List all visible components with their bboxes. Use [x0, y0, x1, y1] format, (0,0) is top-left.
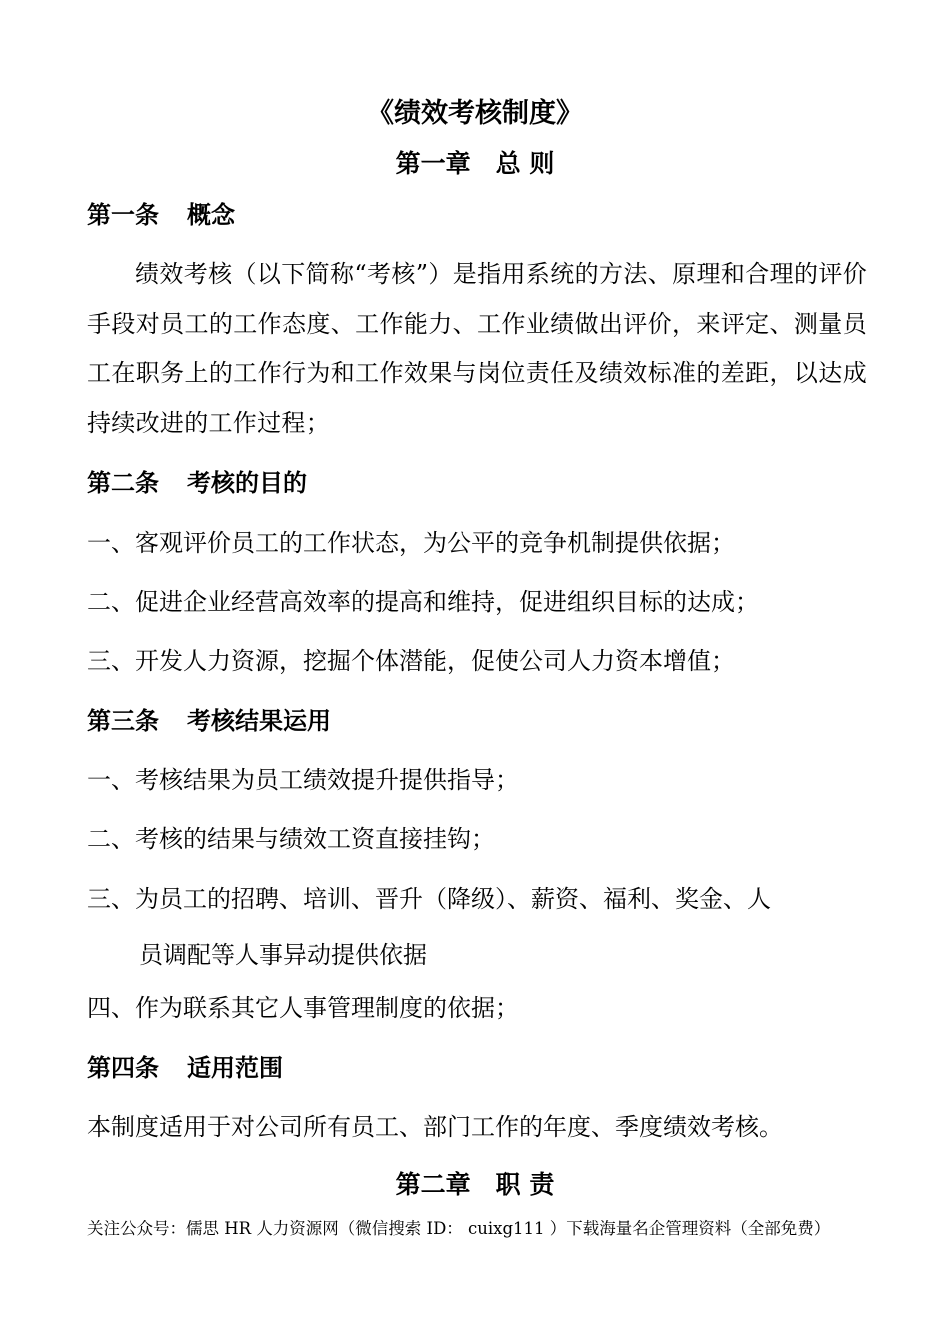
list-item: 二、考核的结果与绩效工资直接挂钩； — [87, 825, 495, 853]
article-3-heading — [87, 703, 331, 739]
chapter-1-heading: 第一章 总 则 — [395, 149, 555, 178]
list-item — [87, 871, 867, 983]
article-number: 第三条 — [87, 706, 159, 735]
footer-note: 关注公众号：儒思 HR 人力资源网（微信搜索 ID： cuixg111 ）下载海量名企管理资料（全部免费） — [87, 1219, 831, 1238]
list-item: 四、作为联系其它人事管理制度的依据； — [87, 994, 519, 1022]
article-title: 考核的目的 — [187, 468, 307, 497]
article-number: 第一条 — [87, 200, 159, 229]
article-number: 第四条 — [87, 1053, 159, 1082]
list-item-continuation: 员调配等人事异动提供依据 — [139, 941, 427, 969]
list-item-line: 三、为员工的招聘、培训、晋升（降级）、薪资、福利、奖金、人 — [87, 885, 771, 913]
list-item: 一、考核结果为员工绩效提升提供指导； — [87, 766, 519, 794]
article-1-paragraph: 绩效考核（以下简称“考核”）是指用系统的方法、原理和合理的评价手段对员工的工作态度、工作能力、工作业绩做出评价，来评定、测量员工在职务上的工作行为和工作效果与岗位责任及绩效标准的差距，以达成持续改进的工作过程； — [87, 260, 867, 437]
chapter-2-heading: 第二章 职 责 — [395, 1170, 555, 1199]
list-item: 一、客观评价员工的工作状态，为公平的竞争机制提供依据； — [87, 529, 735, 557]
article-4-heading — [87, 1050, 283, 1086]
article-title: 概念 — [187, 200, 235, 229]
article-title: 适用范围 — [187, 1053, 283, 1082]
article-4-paragraph: 本制度适用于对公司所有员工、部门工作的年度、季度绩效考核。 — [87, 1113, 783, 1141]
article-1-heading — [87, 197, 235, 233]
article-title: 考核结果运用 — [187, 706, 331, 735]
article-number: 第二条 — [87, 468, 159, 497]
list-item: 二、促进企业经营高效率的提高和维持，促进组织目标的达成； — [87, 588, 759, 616]
document-title: 《绩效考核制度》 — [367, 98, 583, 129]
article-2-heading — [87, 465, 307, 501]
list-item: 三、开发人力资源，挖掘个体潜能，促使公司人力资本增值； — [87, 647, 735, 675]
